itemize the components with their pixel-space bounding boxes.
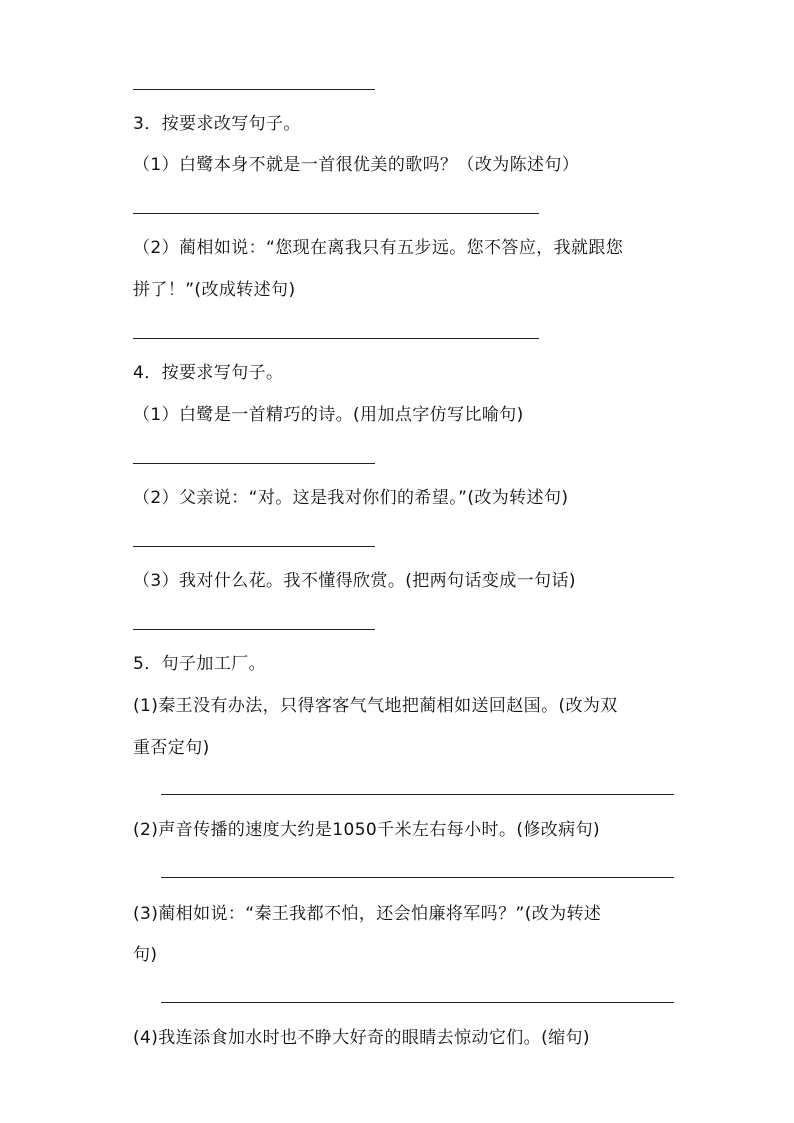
section-4-item-1: （1）白鹭是一首精巧的诗。(用加点字仿写比喻句) bbox=[133, 405, 524, 425]
answer-line bbox=[133, 629, 375, 630]
answer-line bbox=[133, 213, 539, 214]
section-5-item-3: (3)蔺相如说：“秦王我都不怕，还会怕廉将军吗？”(改为转述 bbox=[133, 904, 602, 924]
answer-line bbox=[161, 794, 674, 795]
section-5-item-1-continued: 重否定句) bbox=[133, 738, 210, 758]
section-5-item-1: (1)秦王没有办法，只得客客气气地把蔺相如送回赵国。(改为双 bbox=[133, 696, 618, 716]
section-3-heading: 3．按要求改写句子。 bbox=[133, 114, 301, 134]
answer-line bbox=[133, 338, 539, 339]
section-4-heading: 4．按要求写句子。 bbox=[133, 363, 284, 383]
section-5-item-4: (4)我连添食加水时也不睁大好奇的眼睛去惊动它们。(缩句) bbox=[133, 1028, 590, 1048]
answer-line bbox=[161, 877, 674, 878]
section-5-item-3-continued: 句) bbox=[133, 945, 158, 965]
section-4-item-2: （2）父亲说：“对。这是我对你们的希望。”(改为转述句) bbox=[133, 488, 569, 508]
section-3-item-2: （2）蔺相如说：“您现在离我只有五步远。您不答应，我就跟您 bbox=[133, 238, 624, 258]
answer-line bbox=[133, 463, 375, 464]
section-3-item-1: （1）白鹭本身不就是一首很优美的歌吗？（改为陈述句） bbox=[133, 155, 580, 175]
answer-line bbox=[133, 546, 375, 547]
answer-line bbox=[133, 89, 375, 90]
answer-line bbox=[161, 1002, 674, 1003]
section-4-item-3: （3）我对什么花。我不懂得欣赏。(把两句话变成一句话) bbox=[133, 571, 576, 591]
section-3-item-2-continued: 拼了！”(改成转述句) bbox=[133, 280, 296, 300]
section-5-item-2: (2)声音传播的速度大约是1050千米左右每小时。(修改病句) bbox=[133, 820, 601, 840]
section-5-heading: 5．句子加工厂。 bbox=[133, 654, 267, 674]
